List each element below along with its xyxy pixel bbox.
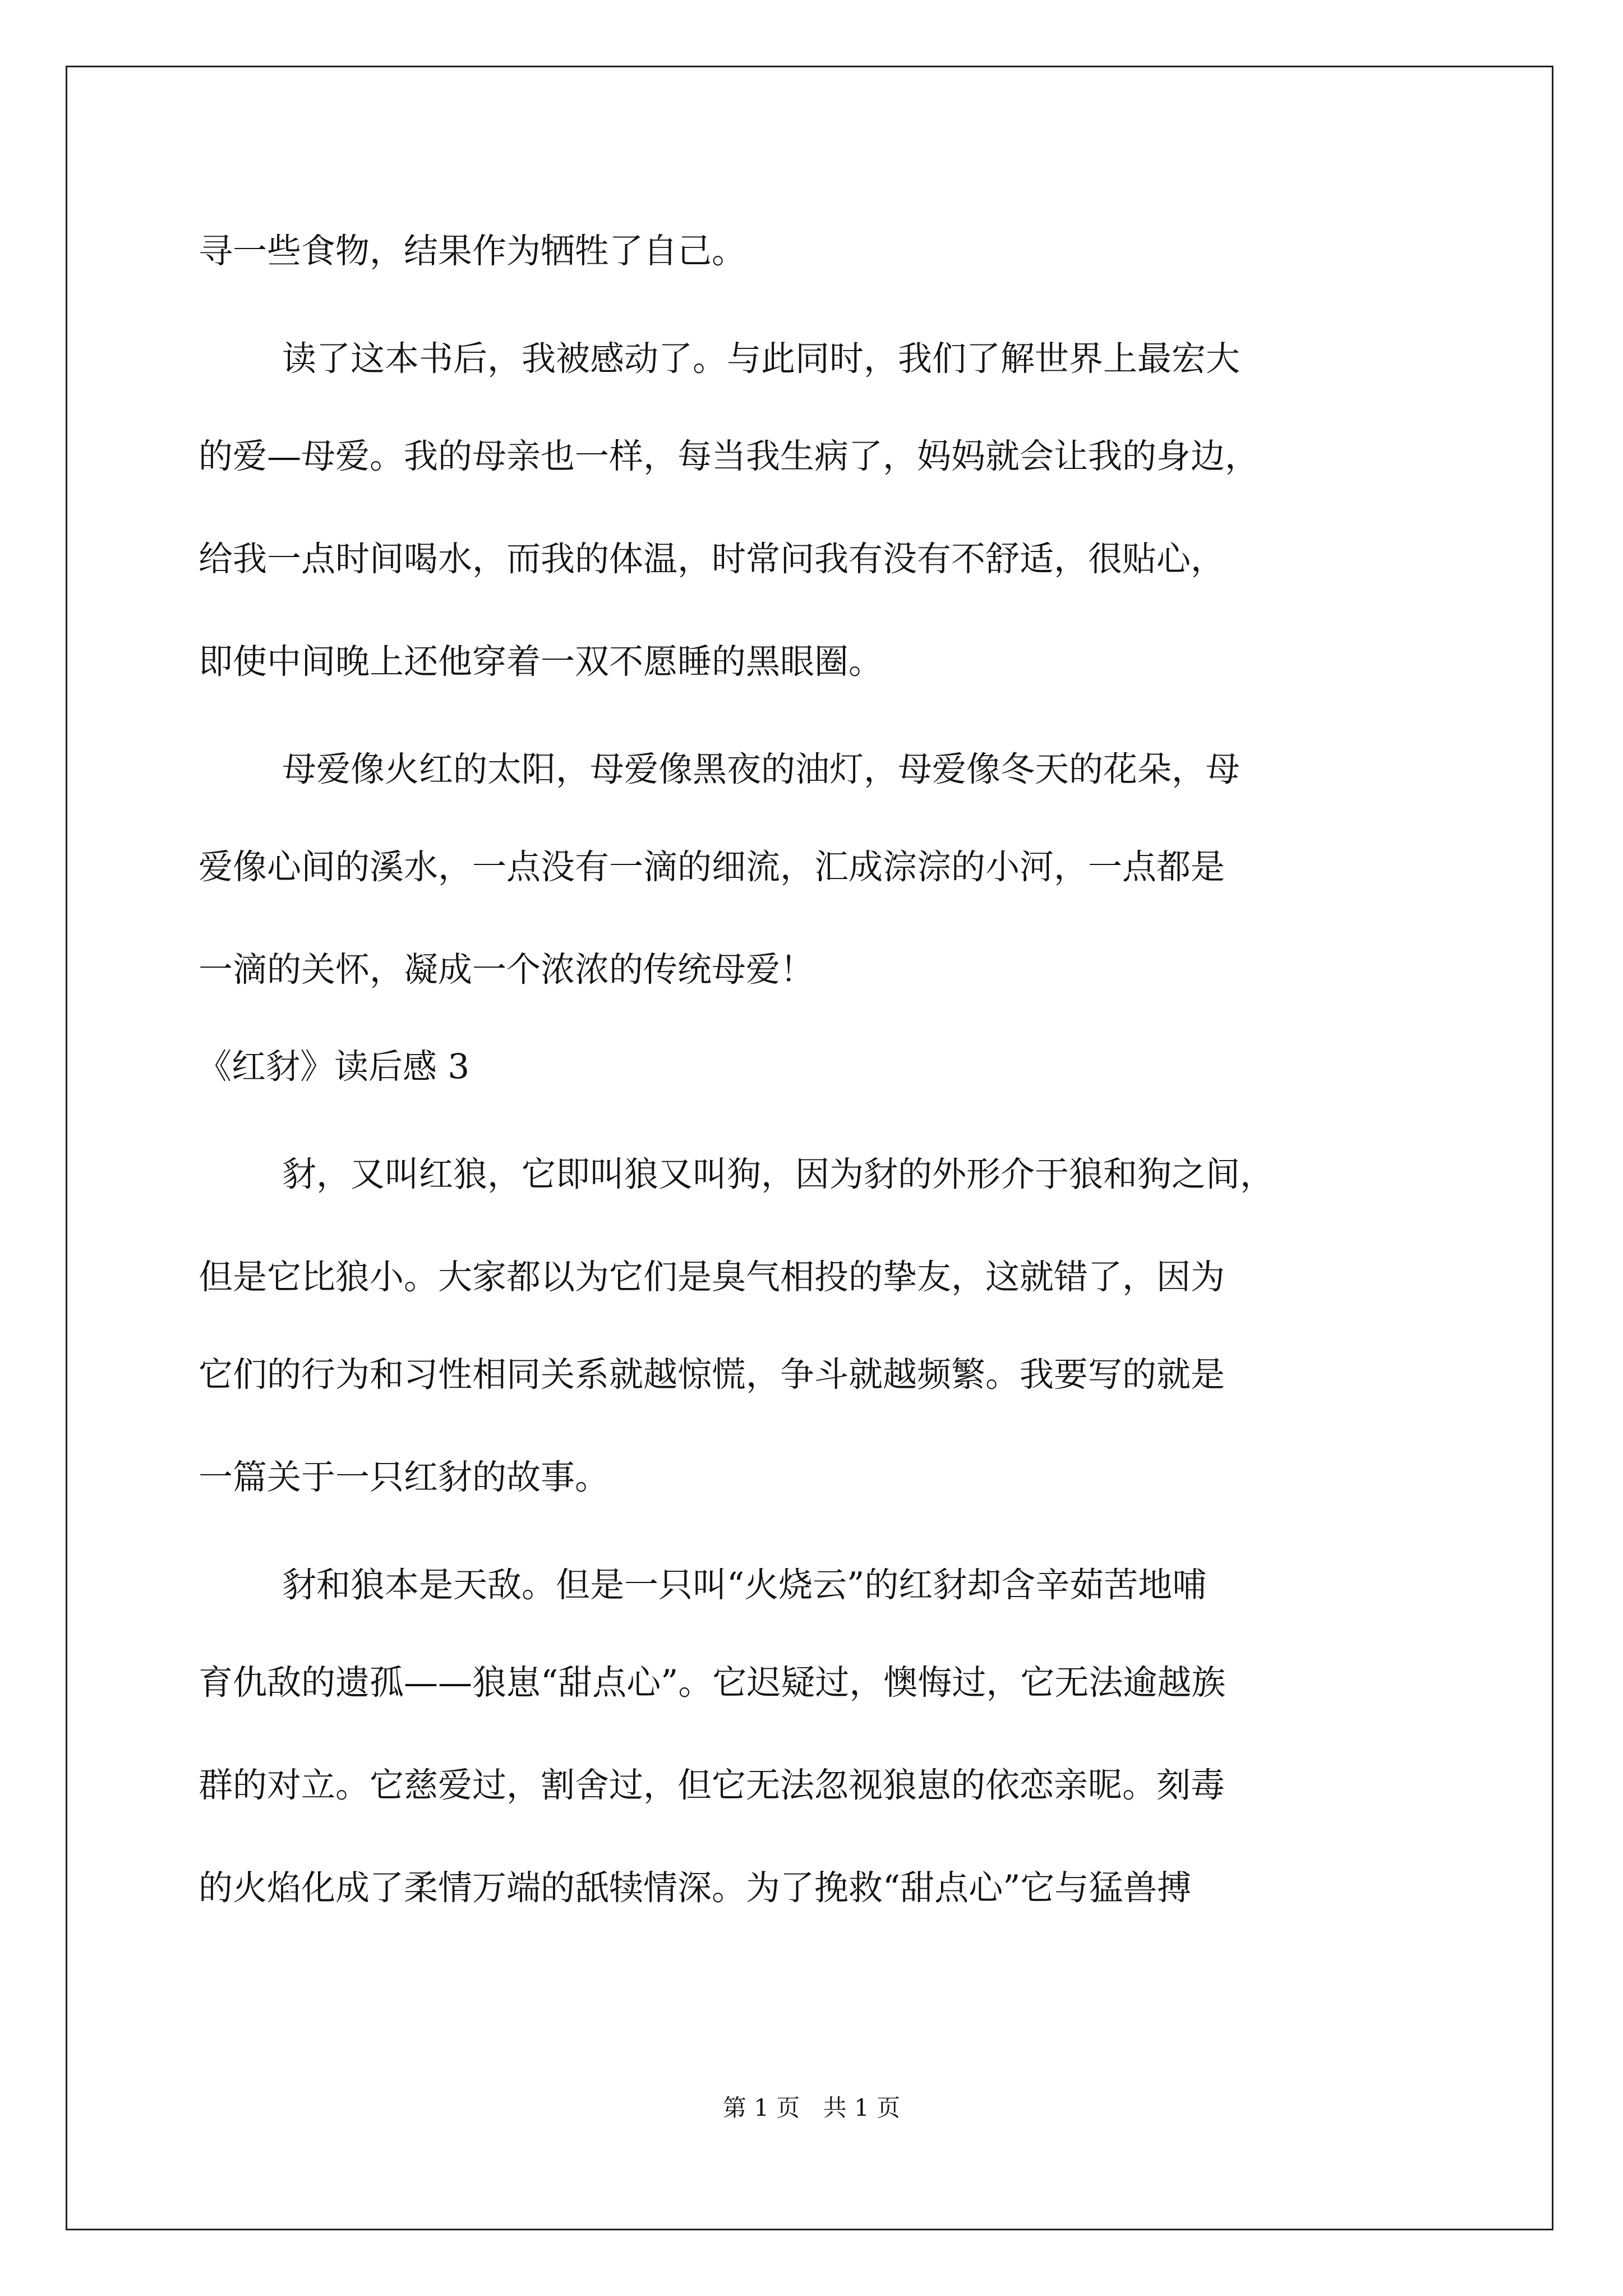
paragraph-line: 的爱—母爱。我的母亲也一样，每当我生病了，妈妈就会让我的身边，: [199, 436, 1260, 476]
page-number: 第 1 页: [722, 2094, 800, 2122]
paragraph-line: 豺和狼本是天敌。但是一只叫“火烧云”的红豺却含辛茹苦地哺: [282, 1565, 1207, 1605]
paragraph-line: 但是它比狼小。大家都以为它们是臭气相投的挚友，这就错了，因为: [199, 1257, 1225, 1297]
paragraph-line: 给我一点时间喝水，而我的体温，时常问我有没有不舒适，很贴心，: [199, 539, 1225, 579]
paragraph-line: 爱像心间的溪水，一点没有一滴的细流，汇成淙淙的小河，一点都是: [199, 847, 1225, 887]
paragraph-line: 一篇关于一只红豺的故事。: [199, 1457, 610, 1497]
page-total: 共 1 页: [823, 2094, 901, 2122]
paragraph-line: 寻一些食物，结果作为牺牲了自己。: [199, 231, 746, 271]
paragraph-line: 的火焰化成了柔情万端的舐犊情深。为了挽救“甜点心”它与猛兽搏: [199, 1868, 1192, 1908]
paragraph-line: 一滴的关怀，凝成一个浓浓的传统母爱！: [199, 950, 815, 990]
paragraph-line: 读了这本书后，我被感动了。与此同时，我们了解世界上最宏大: [282, 339, 1241, 379]
paragraph-line: 育仇敌的遗孤——狼崽“甜点心”。它迟疑过，懊悔过，它无法逾越族: [199, 1663, 1226, 1703]
paragraph-line: 母爱像火红的太阳，母爱像黑夜的油灯，母爱像冬天的花朵，母: [282, 749, 1241, 789]
paragraph-line: 它们的行为和习性相同关系就越惊慌，争斗就越频繁。我要写的就是: [199, 1355, 1225, 1395]
section-heading: 《红豺》读后感 3: [197, 1047, 470, 1087]
page-footer: [0, 2094, 1623, 2122]
paragraph-line: 群的对立。它慈爱过，割舍过，但它无法忽视狼崽的依恋亲昵。刻毒: [199, 1765, 1225, 1805]
paragraph-line: 豺，又叫红狼，它即叫狼又叫狗，因为豺的外形介于狼和狗之间，: [282, 1154, 1275, 1194]
paragraph-line: 即使中间晚上还他穿着一双不愿睡的黑眼圈。: [199, 642, 883, 682]
